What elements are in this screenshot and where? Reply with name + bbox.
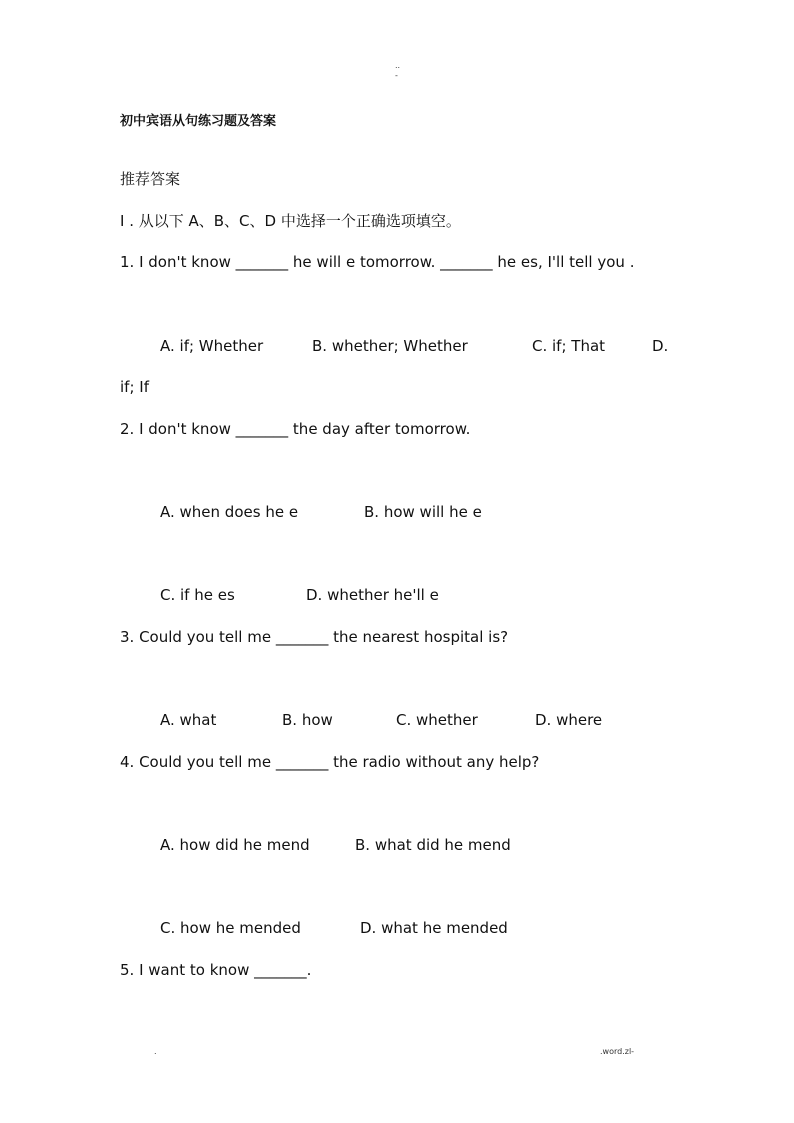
question-4-stem: 4. Could you tell me _______ the radio without any help? (120, 753, 540, 771)
question-2-option-c: C. if he es (160, 586, 235, 604)
question-3-option-b: B. how (282, 711, 333, 729)
question-1-option-a: A. if; Whether (160, 337, 264, 355)
footer-right-text: .word.zl- (600, 1047, 635, 1056)
question-4-option-b: B. what did he mend (355, 836, 511, 854)
question-1-option-d: D. (652, 337, 669, 355)
question-1-option-d-text: if; If (120, 378, 149, 396)
question-4-option-d: D. what he mended (360, 919, 508, 937)
question-3-option-c: C. whether (396, 711, 478, 729)
question-5-stem: 5. I want to know _______. (120, 961, 312, 979)
question-2-option-a: A. when does he e (160, 503, 299, 521)
question-3-option-a: A. what (160, 711, 217, 729)
question-4-option-c: C. how he mended (160, 919, 301, 937)
question-2-stem: 2. I don't know _______ the day after tomorrow. (120, 420, 471, 438)
question-3-option-d: D. where (535, 711, 603, 729)
question-1-stem: 1. I don't know _______ he will e tomorrow. _______ he es, I'll tell you . (120, 253, 635, 271)
document-title: 初中宾语从句练习题及答案 (120, 114, 277, 129)
question-1-option-c: C. if; That (532, 337, 606, 355)
header-mark: .. (395, 61, 401, 70)
question-4-option-a: A. how did he mend (160, 836, 310, 854)
question-3-stem: 3. Could you tell me _______ the nearest hospital is? (120, 628, 509, 646)
section-instruction: I . 从以下 A、B、C、D 中选择一个正确选项填空。 (120, 212, 461, 230)
subtitle: 推荐答案 (120, 170, 181, 188)
question-1-option-b: B. whether; Whether (312, 337, 468, 355)
header-dash: - (395, 71, 398, 80)
question-2-option-d: D. whether he'll e (306, 586, 439, 604)
question-2-option-b: B. how will he e (364, 503, 482, 521)
footer-left-mark: . (154, 1047, 157, 1056)
